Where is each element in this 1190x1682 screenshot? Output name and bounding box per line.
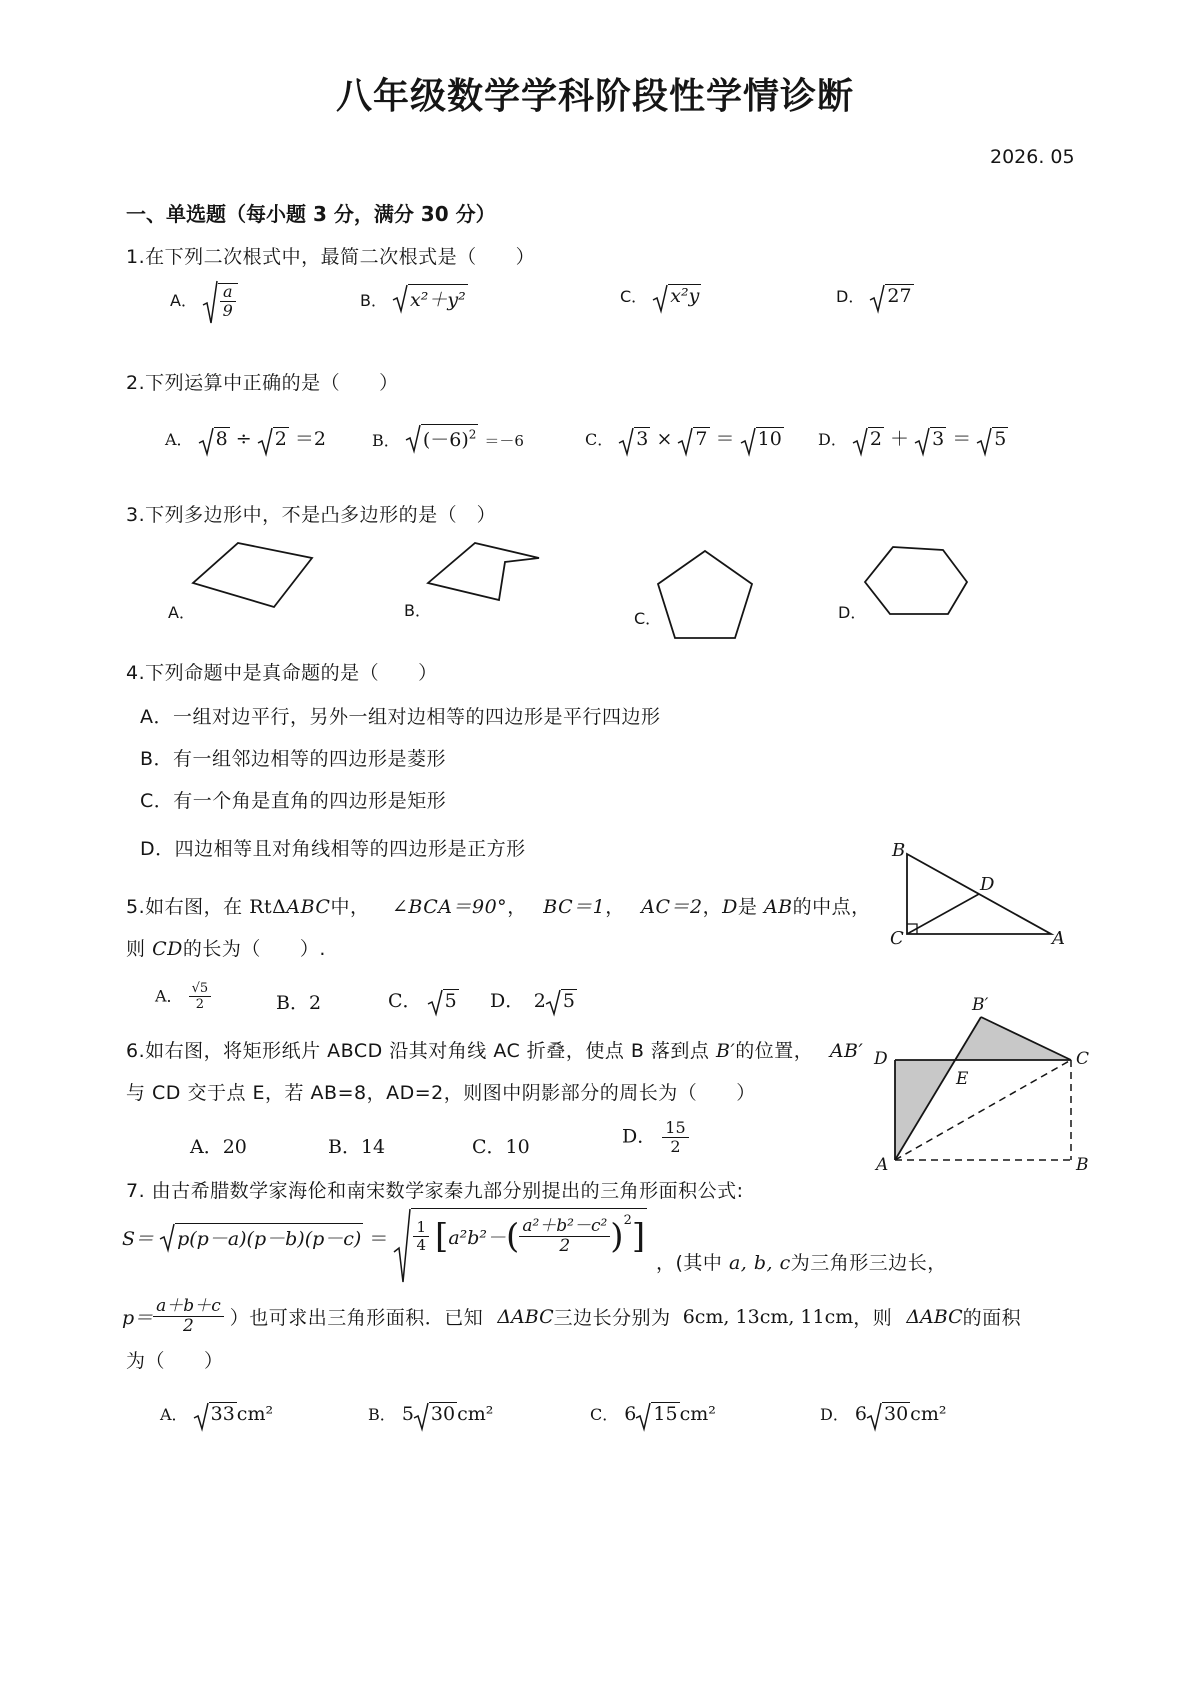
text: ， <box>702 896 723 918</box>
radicand: 8 <box>215 428 228 450</box>
radicand: x²y <box>670 285 700 307</box>
radicand: 2 <box>274 428 287 450</box>
radicand: 2 <box>869 428 882 450</box>
vertex-label-c: C <box>1076 1049 1090 1069</box>
math-d: D <box>722 896 738 918</box>
text: 的位置， <box>735 1040 814 1062</box>
vertex-label-d: D <box>980 874 995 895</box>
q3-option-a-label: A． <box>168 603 195 622</box>
fraction-numerator: 1 <box>413 1220 429 1237</box>
operator: × <box>656 428 673 450</box>
radicand: x²＋y² <box>408 284 468 312</box>
text: 则 <box>126 938 146 960</box>
q4-stem: 4.下列命题中是真命题的是（ ） <box>126 662 438 684</box>
q2-stem: 2.下列运算中正确的是（ ） <box>126 372 399 394</box>
radicand: 15 <box>653 1403 678 1425</box>
q3-hexagon-d <box>860 544 972 620</box>
math-bprime: B′ <box>715 1040 736 1062</box>
q5-option-b: B．2 <box>276 992 322 1014</box>
unit: cm² <box>457 1403 494 1425</box>
math-cd: CD <box>152 938 183 960</box>
vertex-label-b: B <box>1076 1155 1089 1175</box>
q7-formula-note <box>656 1248 947 1275</box>
q3-option-d-label: D． <box>838 603 867 622</box>
radical <box>160 1223 363 1251</box>
q7-stem-line1: 7. 由古希腊数学家海伦和南宋数学家秦九部分别提出的三角形面积公式: <box>126 1180 744 1202</box>
math-angle: ∠BCA＝90° <box>392 896 508 918</box>
option-label: D． 2 <box>490 990 546 1012</box>
text: 为三角形三边长， <box>790 1252 947 1274</box>
option-label: D． <box>622 1125 657 1148</box>
radical <box>870 284 913 307</box>
fraction-denominator: 2 <box>559 1236 571 1256</box>
text: 的面积 <box>962 1307 1022 1329</box>
text: 是 <box>737 896 758 918</box>
q5-right-triangle-figure <box>880 840 1070 950</box>
text: 6.如右图，将矩形纸片 ABCD 沿其对角线 AC 折叠，使点 B 落到点 <box>126 1040 710 1062</box>
math-abc: a, b, c <box>728 1252 791 1274</box>
radical <box>653 284 701 307</box>
equals: ＝ <box>369 1227 389 1250</box>
q3-pentagon-c <box>655 548 760 643</box>
q6-stem-line2: 与 CD 交于点 E，若 AB=8，AD=2，则图中阴影部分的周长为（ ） <box>126 1082 756 1104</box>
fraction-denominator: 2 <box>670 1137 681 1156</box>
exam-date: 2026. 05 <box>990 146 1075 168</box>
triangle-symbol: Δ <box>272 896 287 918</box>
option-label: C． <box>585 430 614 449</box>
math-triangle: ΔABC <box>906 1305 963 1328</box>
text: 5.如右图，在 <box>126 896 243 918</box>
radicand: 3 <box>636 428 649 450</box>
option-label: A． <box>165 430 193 449</box>
q1-option-a <box>170 281 238 320</box>
vertex-label-b: B <box>892 840 906 861</box>
option-label: A． <box>170 291 197 310</box>
q5-stem-line1 <box>126 892 871 919</box>
fraction-denominator: 9 <box>222 300 233 320</box>
radicand: 30 <box>883 1403 909 1425</box>
radicand: 7 <box>695 428 708 450</box>
q6-folded-rectangle-figure <box>868 990 1090 1175</box>
radicand: 27 <box>887 285 912 307</box>
math-term: a²b²－ <box>448 1227 507 1249</box>
q2-option-a <box>165 424 326 451</box>
text: ， <box>507 896 527 918</box>
math-sides: 6cm, 13cm, 11cm <box>682 1305 854 1328</box>
q2-option-d <box>818 424 1008 451</box>
unit: cm² <box>236 1403 274 1425</box>
radicand: 30 <box>430 1403 456 1425</box>
q5-stem-line2 <box>126 934 326 961</box>
q7-stem-line3: 为（ ） <box>126 1350 224 1372</box>
unit: cm² <box>910 1403 947 1425</box>
q6-stem-line1 <box>126 1036 863 1063</box>
text: ，(其中 <box>656 1252 723 1274</box>
text: 三边长分别为 <box>553 1307 671 1329</box>
page-title: 八年级数学学科阶段性学情诊断 <box>335 76 854 117</box>
text: ， <box>605 896 625 918</box>
q1-option-d <box>836 284 914 307</box>
math-p: p＝ <box>122 1307 154 1329</box>
radical-big: $\frac{1}{4}$ [a²b²－( $\frac{\text{a²＋b²－c²}}{2}$ )$^2$] <box>394 1218 647 1257</box>
vertex-label-a: A <box>1052 928 1065 949</box>
math-ab: AB <box>763 896 793 918</box>
option-label: D． <box>820 1405 849 1424</box>
option-label: C． <box>388 990 422 1012</box>
q1-option-b <box>360 284 468 312</box>
radicand: 3 <box>932 428 945 450</box>
option-label: B． <box>368 1405 396 1424</box>
radicand: 33 <box>210 1403 235 1425</box>
option-label: B． <box>372 431 400 450</box>
math-s: S＝ <box>122 1227 155 1250</box>
fraction-denominator: 4 <box>416 1236 426 1254</box>
option-label: B． <box>360 291 387 310</box>
q1-option-c <box>620 284 701 307</box>
math-ac: AC＝2 <box>641 896 703 918</box>
q4-option-d: D．四边相等且对角线相等的四边形是正方形 <box>140 838 526 860</box>
option-label: A． <box>155 986 183 1006</box>
q3-stem: 3.下列多边形中，不是凸多边形的是（ ） <box>126 504 497 526</box>
radicand: p(p－a)(p－b)(p－c) <box>175 1223 363 1251</box>
radicand: 5 <box>444 990 457 1012</box>
q7-option-c <box>590 1402 716 1425</box>
math-rt: Rt <box>249 896 273 918</box>
q3-concave-polygon-b <box>425 540 545 610</box>
q4-option-a: A．一组对边平行，另外一组对边相等的四边形是平行四边形 <box>140 706 661 728</box>
option-label: D． <box>818 430 847 449</box>
option-label: C． <box>590 1405 619 1424</box>
option-label: C． <box>620 287 648 306</box>
section-heading: 一、单选题（每小题 3 分，满分 30 分） <box>126 202 496 226</box>
math-bc: BC＝1 <box>543 896 606 918</box>
q5-option-a <box>155 982 211 1011</box>
vertex-label-d: D <box>874 1049 888 1069</box>
exponent: 2 <box>623 1213 632 1228</box>
coefficient: 5 <box>401 1403 414 1425</box>
fraction-numerator: √5 <box>189 982 212 997</box>
vertex-label-c: C <box>890 928 904 949</box>
coefficient: 6 <box>854 1403 867 1425</box>
q7-semiperimeter-line <box>122 1298 1021 1335</box>
exponent: 2 <box>468 427 477 442</box>
fraction-denominator: 2 <box>183 1316 194 1336</box>
math-triangle: ΔABC <box>497 1305 554 1328</box>
q6-option-c: C．10 <box>472 1136 530 1158</box>
radical <box>203 281 238 320</box>
q7-heron-formula <box>122 1213 647 1257</box>
operator: ＋ <box>890 428 910 450</box>
fraction-denominator: 2 <box>195 997 205 1012</box>
fraction-numerator: a＋b＋c <box>153 1298 224 1317</box>
q1-stem: 1.在下列二次根式中，最简二次根式是（ ） <box>126 246 536 268</box>
q3-quadrilateral-a <box>190 540 320 610</box>
q3-option-c-label: C． <box>634 609 662 628</box>
fraction-numerator: a²＋b²－c² <box>519 1218 610 1237</box>
text: 的长为（ ）. <box>182 938 326 960</box>
q4-option-b: B．有一组邻边相等的四边形是菱形 <box>140 748 447 770</box>
option-label: D． <box>836 287 865 306</box>
q4-option-c: C．有一个角是直角的四边形是矩形 <box>140 790 447 812</box>
coefficient: 6 <box>624 1403 637 1425</box>
radicand: 5 <box>562 990 575 1012</box>
math-abprime: AB′ <box>829 1040 864 1062</box>
vertex-label-e: E <box>956 1069 969 1089</box>
vertex-label-bprime: B′ <box>972 995 989 1015</box>
q6-option-b: B．14 <box>328 1136 386 1158</box>
radicand-base: (－6) <box>422 429 469 451</box>
result: ＝2 <box>294 428 326 450</box>
q5-option-c <box>388 986 459 1013</box>
option-label: A． <box>160 1405 188 1424</box>
result: ＝－6 <box>484 432 524 450</box>
fraction-numerator: a <box>220 284 236 302</box>
q6-option-a: A．20 <box>190 1136 247 1158</box>
radical <box>393 284 468 312</box>
q7-option-a <box>160 1402 273 1425</box>
radicand: 10 <box>757 428 782 450</box>
equals: ＝ <box>715 428 735 450</box>
text: 的中点， <box>792 896 871 918</box>
text: ）也可求出三角形面积．已知 <box>229 1307 484 1329</box>
q7-option-b <box>368 1402 493 1425</box>
q2-option-b <box>372 424 524 452</box>
q7-option-d <box>820 1402 946 1425</box>
text: ，则 <box>853 1307 893 1329</box>
q3-option-b-label: B． <box>404 601 431 620</box>
vertex-label-a: A <box>876 1155 889 1175</box>
fraction-numerator: 15 <box>662 1120 688 1138</box>
q5-option-d <box>490 986 577 1013</box>
operator: ÷ <box>235 428 252 450</box>
radicand: 5 <box>994 428 1007 450</box>
math-abc: ABC <box>286 896 331 918</box>
radicand <box>421 424 479 452</box>
equals: ＝ <box>952 428 972 450</box>
text: 中， <box>330 896 370 918</box>
unit: cm² <box>679 1403 716 1425</box>
q2-option-c <box>585 424 784 451</box>
q6-option-d <box>622 1120 689 1155</box>
